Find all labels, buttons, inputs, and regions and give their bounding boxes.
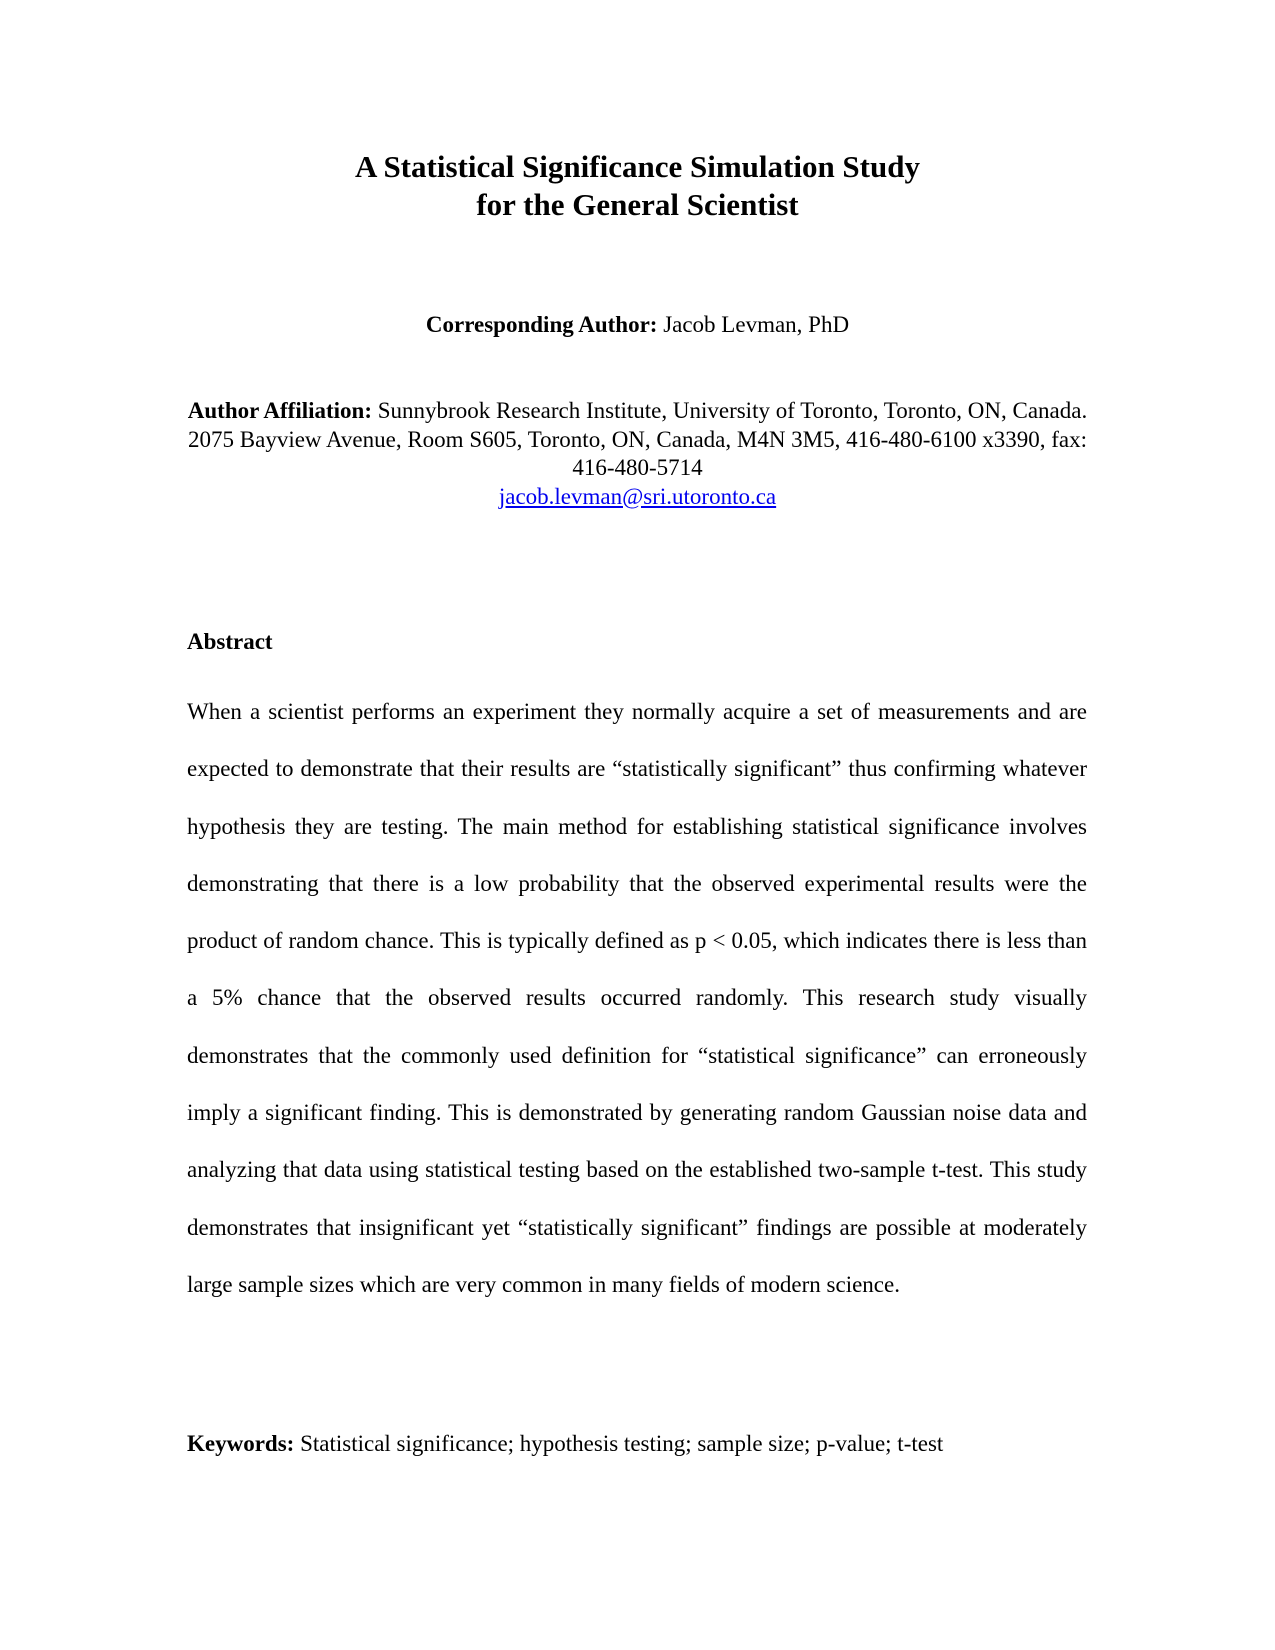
keywords-label: Keywords: [187, 1431, 295, 1456]
corresponding-author-label: Corresponding Author: [425, 312, 658, 337]
corresponding-author [0, 311, 1275, 339]
paper-title [0, 148, 1275, 224]
title-line-1: A Statistical Significance Simulation Study [355, 149, 920, 184]
abstract-heading: Abstract [187, 629, 273, 654]
author-email-link[interactable]: jacob.levman@sri.utoronto.ca [498, 483, 777, 509]
author-affiliation-text: Sunnybrook Research Institute, University of Toronto, Toronto, ON, Canada. 2075 Bayview Avenue, Room S605, Toronto, ON, Canada, M4N 3M5, 416-480-6100 x3390, fax: 416-480-5714 [188, 398, 1088, 480]
author-affiliation-label: Author Affiliation: [187, 398, 372, 423]
title-line-2: for the General Scientist [476, 187, 799, 222]
keywords-text: Statistical significance; hypothesis testing; sample size; p-value; t-test [294, 1431, 944, 1456]
author-affiliation [187, 397, 1088, 511]
abstract-body: When a scientist performs an experiment they normally acquire a set of measurements and are expected to demonstrate that their results are “statistically significant” thus confirming whatever hypothesis they are testing. The main method for establishing statistical significance involves demonstrating that there is a low probability that the observed experimental results were the product of random chance. This is typically defined as p < 0.05, which indicates there is less than a 5% chance that the observed results occurred randomly. This research study visually demonstrates that the commonly used definition for “statistical significance” can erroneously imply a significant finding. This is demonstrated by generating random Gaussian noise data and analyzing that data using statistical testing based on the established two-sample t-test. This study demonstrates that insignificant yet “statistically significant” findings are possible at moderately large sample sizes which are very common in many fields of modern science. [187, 699, 1087, 1297]
keywords [187, 1430, 943, 1458]
corresponding-author-name: Jacob Levman, PhD [657, 312, 850, 337]
